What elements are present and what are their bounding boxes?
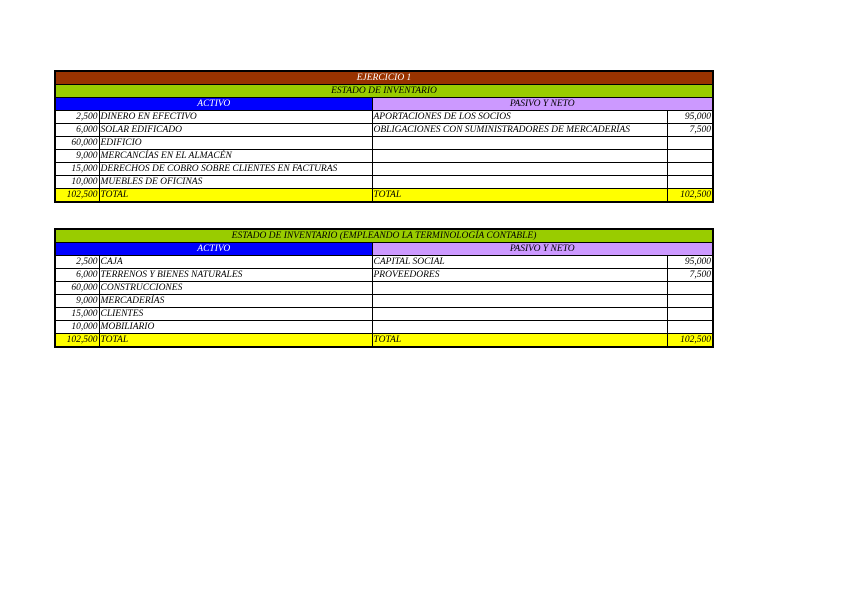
subtitle-row — [55, 85, 713, 98]
sheet-title: EJERCICIO 1 — [55, 71, 713, 85]
table-row — [55, 321, 713, 334]
pasivo-label — [372, 321, 667, 334]
pasivo-value — [667, 176, 713, 189]
pasivo-total-label: TOTAL — [372, 189, 667, 203]
table-row — [55, 282, 713, 295]
table-row — [55, 111, 713, 124]
header-row — [55, 243, 713, 256]
pasivo-label — [372, 176, 667, 189]
total-row — [55, 189, 713, 203]
pasivo-value — [667, 295, 713, 308]
activo-label: MOBILIARIO — [99, 321, 372, 334]
pasivo-label — [372, 295, 667, 308]
pasivo-total-value: 102,500 — [667, 189, 713, 203]
activo-total-label: TOTAL — [99, 334, 372, 348]
pasivo-value — [667, 308, 713, 321]
pasivo-value: 7,500 — [667, 269, 713, 282]
activo-value: 6,000 — [55, 269, 99, 282]
pasivo-label: CAPITAL SOCIAL — [372, 256, 667, 269]
activo-label: CLIENTES — [99, 308, 372, 321]
activo-total-value: 102,500 — [55, 189, 99, 203]
activo-value: 2,500 — [55, 256, 99, 269]
activo-label: EDIFICIO — [99, 137, 372, 150]
pasivo-total-label: TOTAL — [372, 334, 667, 348]
table-row — [55, 163, 713, 176]
table-row — [55, 308, 713, 321]
table-row — [55, 269, 713, 282]
pasivo-value — [667, 321, 713, 334]
total-row — [55, 334, 713, 348]
activo-label: MERCANCÍAS EN EL ALMACÉN — [99, 150, 372, 163]
activo-value: 9,000 — [55, 295, 99, 308]
activo-value: 2,500 — [55, 111, 99, 124]
table-row — [55, 176, 713, 189]
activo-label: DERECHOS DE COBRO SOBRE CLIENTES EN FACTURAS — [99, 163, 372, 176]
activo-value: 10,000 — [55, 321, 99, 334]
activo-label: DINERO EN EFECTIVO — [99, 111, 372, 124]
activo-value: 10,000 — [55, 176, 99, 189]
activo-total-label: TOTAL — [99, 189, 372, 203]
pasivo-label — [372, 163, 667, 176]
pasivo-label: PROVEEDORES — [372, 269, 667, 282]
pasivo-value: 95,000 — [667, 256, 713, 269]
pasivo-value — [667, 150, 713, 163]
activo-value: 6,000 — [55, 124, 99, 137]
pasivo-total-value: 102,500 — [667, 334, 713, 348]
pasivo-header: PASIVO Y NETO — [372, 243, 713, 256]
activo-value: 60,000 — [55, 282, 99, 295]
pasivo-value — [667, 163, 713, 176]
table-row — [55, 256, 713, 269]
activo-label: TERRENOS Y BIENES NATURALES — [99, 269, 372, 282]
table-row — [55, 295, 713, 308]
table-row — [55, 124, 713, 137]
table-row — [55, 150, 713, 163]
activo-value: 15,000 — [55, 163, 99, 176]
table-row — [55, 137, 713, 150]
activo-label: MERCADERÍAS — [99, 295, 372, 308]
sheet-subtitle: ESTADO DE INVENTARIO — [55, 85, 713, 98]
activo-label: CONSTRUCCIONES — [99, 282, 372, 295]
pasivo-value: 7,500 — [667, 124, 713, 137]
inventory-table-1 — [54, 70, 714, 203]
activo-value: 15,000 — [55, 308, 99, 321]
activo-header: ACTIVO — [55, 98, 372, 111]
activo-total-value: 102,500 — [55, 334, 99, 348]
activo-value: 9,000 — [55, 150, 99, 163]
sheet-subtitle: ESTADO DE INVENTARIO (EMPLEANDO LA TERMINOLOGÍA CONTABLE) — [55, 229, 713, 243]
pasivo-value — [667, 137, 713, 150]
activo-label: MUEBLES DE OFICINAS — [99, 176, 372, 189]
activo-label: SOLAR EDIFICADO — [99, 124, 372, 137]
pasivo-label — [372, 137, 667, 150]
pasivo-header: PASIVO Y NETO — [372, 98, 713, 111]
pasivo-label — [372, 282, 667, 295]
pasivo-value — [667, 282, 713, 295]
pasivo-value: 95,000 — [667, 111, 713, 124]
pasivo-label: OBLIGACIONES CON SUMINISTRADORES DE MERCADERÍAS — [372, 124, 667, 137]
inventory-table-2 — [54, 228, 714, 348]
pasivo-label: APORTACIONES DE LOS SOCIOS — [372, 111, 667, 124]
title-row — [55, 71, 713, 85]
subtitle-row — [55, 229, 713, 243]
activo-value: 60,000 — [55, 137, 99, 150]
pasivo-label — [372, 150, 667, 163]
header-row — [55, 98, 713, 111]
pasivo-label — [372, 308, 667, 321]
activo-header: ACTIVO — [55, 243, 372, 256]
activo-label: CAJA — [99, 256, 372, 269]
